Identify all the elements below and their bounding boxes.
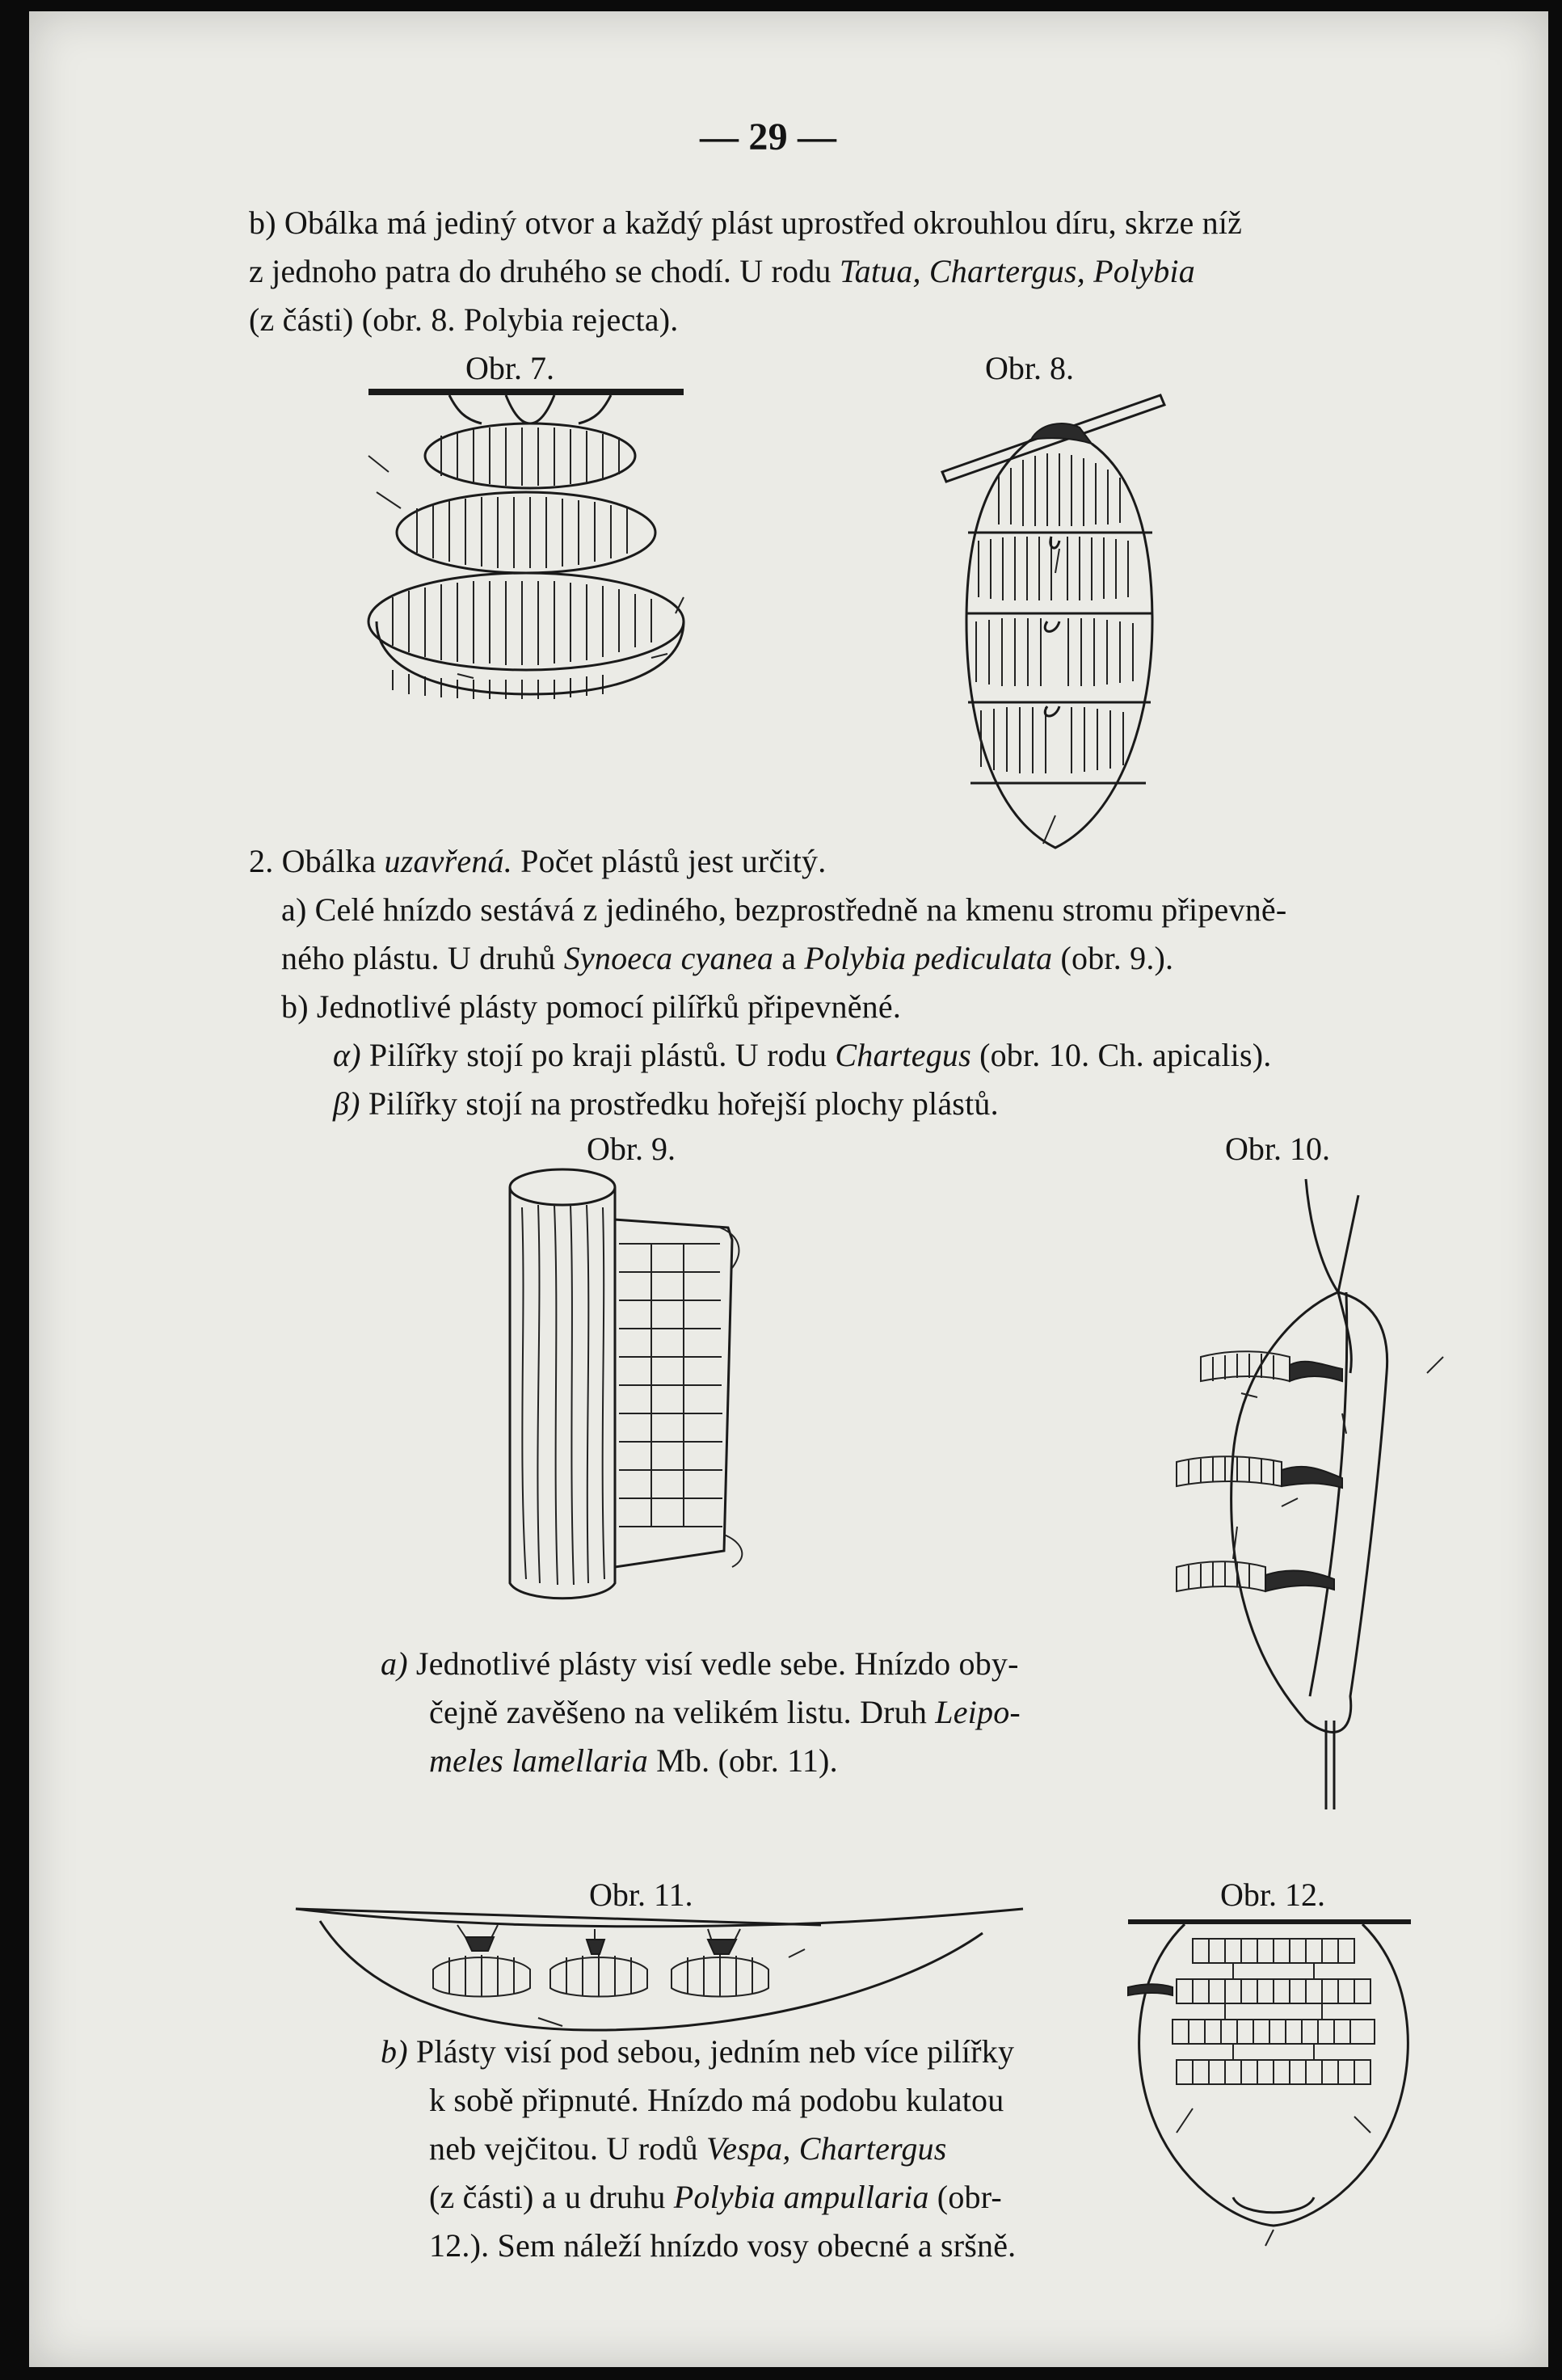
fig10-label: Obr. 10. xyxy=(1225,1131,1330,1167)
para-b1-line3: (z části) (obr. 8. Polybia rejecta). xyxy=(249,301,679,338)
fig7-label: Obr. 7. xyxy=(465,350,554,386)
para-beta: β) Pilířky stojí na prostředku hořejší plochy plástů. xyxy=(333,1085,999,1122)
para-b-hang-line5: 12.). Sem náleží hnízdo vosy obecné a sršně. xyxy=(429,2227,1017,2264)
para-a-hang-line1: a) Jednotlivé plásty visí vedle sebe. Hnízdo oby- xyxy=(381,1645,1019,1682)
section2-heading: 2. Obálka uzavřená. Počet plástů jest určitý. xyxy=(249,843,827,879)
fig8-label: Obr. 8. xyxy=(985,350,1074,386)
fig7-illustration xyxy=(344,379,716,718)
book-page xyxy=(29,11,1548,2367)
para-b2: b) Jednotlivé plásty pomocí pilířků připevněné. xyxy=(281,988,902,1025)
page-number: — 29 — xyxy=(700,116,837,158)
genera-italic: Tatua, Chartergus, Polybia xyxy=(839,253,1195,289)
para-b-hang-line3: neb vejčitou. U rodů Vespa, Chartergus xyxy=(429,2130,947,2167)
para-b1-line1: b) Obálka má jediný otvor a každý plást uprostřed okrouhlou díru, skrze níž xyxy=(249,204,1243,241)
fig11-illustration xyxy=(272,1901,1047,2038)
fig9-illustration xyxy=(490,1163,756,1615)
para-a-line2: ného plástu. U druhů Synoeca cyanea a Polybia pediculata (obr. 9.). xyxy=(281,940,1174,976)
fig10-illustration xyxy=(1144,1163,1451,1826)
para-b-hang-line1: b) Plásty visí pod sebou, jedním neb více pilířky xyxy=(381,2033,1015,2070)
para-a-hang-line3: meles lamellaria Mb. (obr. 11). xyxy=(429,1742,838,1779)
fig8-illustration xyxy=(918,379,1193,880)
para-a-hang-line2: čejně zavěšeno na velikém listu. Druh Leipo- xyxy=(429,1694,1021,1730)
fig9-label: Obr. 9. xyxy=(587,1131,676,1167)
fig12-label: Obr. 12. xyxy=(1220,1877,1325,1913)
para-b1-line2: z jednoho patra do druhého se chodí. U rodu Tatua, Chartergus, Polybia xyxy=(249,253,1195,289)
fig11-label: Obr. 11. xyxy=(589,1877,693,1913)
para-alpha: α) Pilířky stojí po kraji plástů. U rodu Chartegus (obr. 10. Ch. apicalis). xyxy=(333,1037,1272,1073)
fig12-illustration xyxy=(1112,1906,1435,2254)
para-a-line1: a) Celé hnízdo sestává z jediného, bezprostředně na kmenu stromu připevně- xyxy=(281,891,1287,928)
para-b-hang-line2: k sobě připnuté. Hnízdo má podobu kulatou xyxy=(429,2082,1004,2118)
para-b-hang-line4: (z části) a u druhu Polybia ampullaria (obr- xyxy=(429,2179,1002,2215)
